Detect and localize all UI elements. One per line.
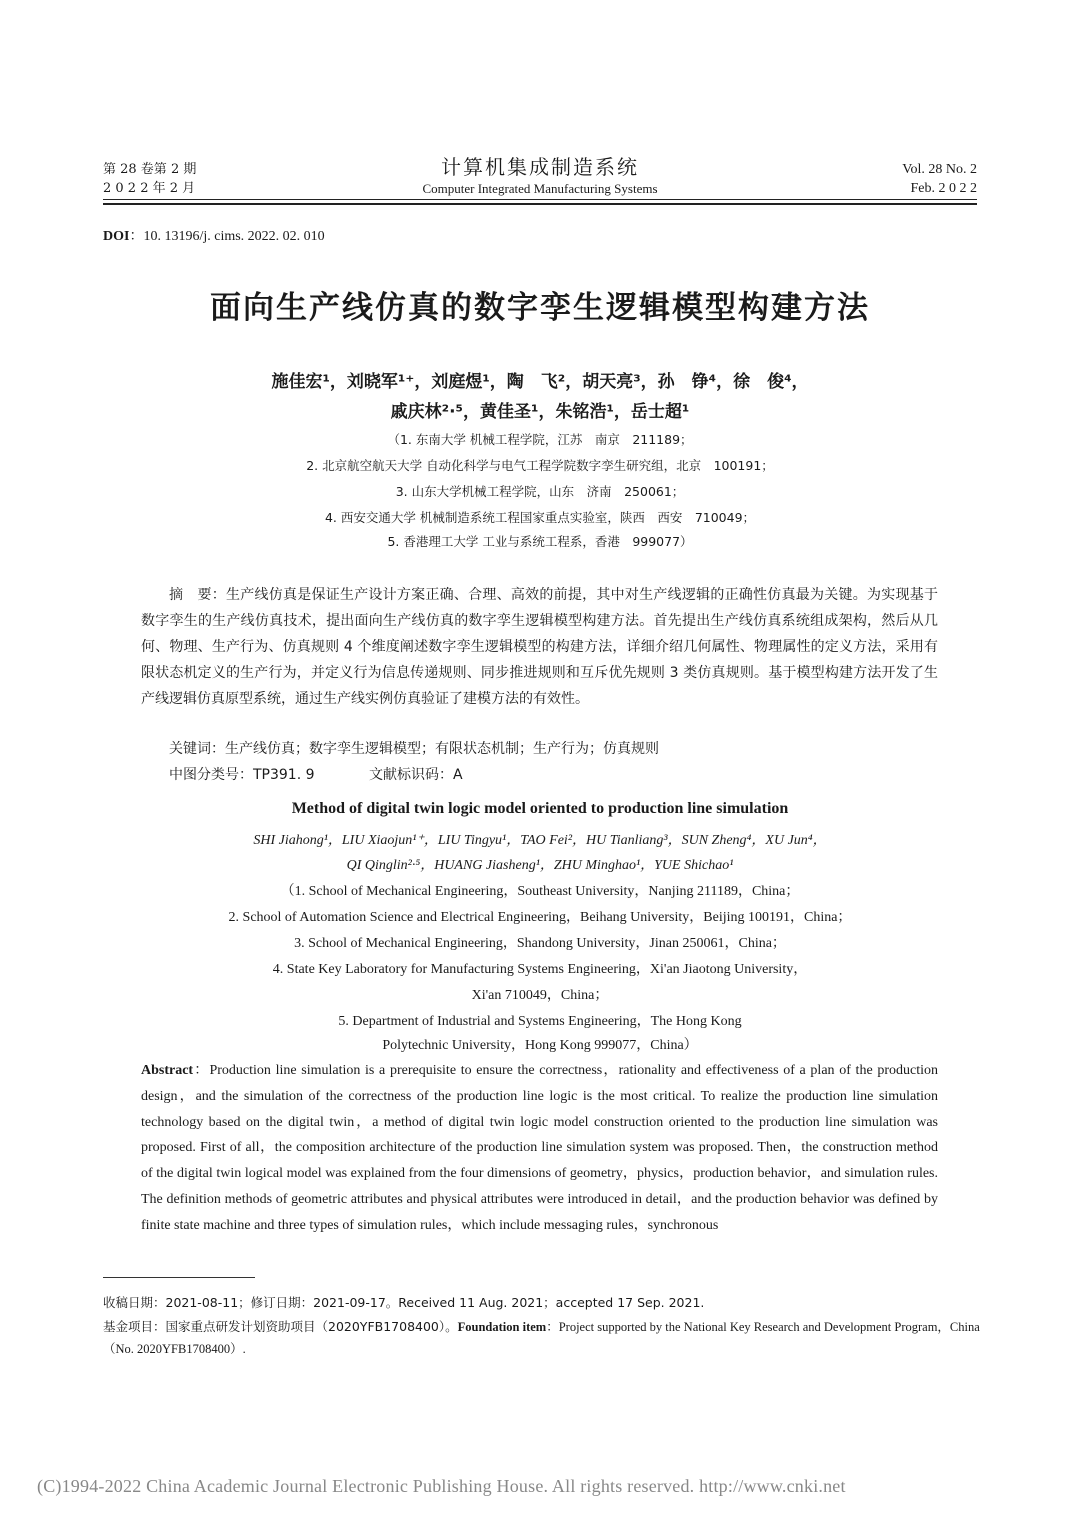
journal-title-en: Computer Integrated Manufacturing Systems: [422, 181, 658, 196]
funding-en-label: Foundation item: [457, 1320, 547, 1334]
funding-en-text: ：Project supported by the National Key Research and Development Program，China（No. 2020YFB1708400）.: [103, 1320, 980, 1356]
abstract-en: [141, 1058, 938, 1239]
affiliation-en-3: 3. School of Mechanical Engineering，Shandong University，Jinan 250061，China；: [294, 936, 786, 951]
clc-number: 中图分类号：TP391. 9: [169, 767, 315, 783]
abstract-en-label: Abstract: [141, 1063, 194, 1078]
affiliation-en-4a: 4. State Key Laboratory for Manufacturing Systems Engineering，Xi'an Jiaotong University，: [272, 962, 808, 977]
classification: [169, 764, 513, 784]
copyright-notice: (C)1994-2022 China Academic Journal Electronic Publishing House. All rights reserved. http://www.cnki.net: [37, 1476, 846, 1496]
volume: Vol. 28 No. 2: [902, 162, 977, 177]
authors-en-line1: SHI Jiahong¹，LIU Xiaojun¹⁺，LIU Tingyu¹，TAO Fei²，HU Tianliang³，SUN Zheng⁴，XU Jun⁴，: [253, 833, 827, 848]
doi: [103, 225, 325, 245]
affiliation-en-5a: 5. Department of Industrial and Systems Engineering，The Hong Kong: [338, 1014, 742, 1029]
authors-cn-line1: 施佳宏¹，刘晓军¹⁺，刘庭煜¹，陶 飞²，胡天亮³，孙 铮⁴，徐 俊⁴，: [271, 372, 809, 392]
affiliation-cn-1: （1. 东南大学 机械工程学院，江苏 南京 211189；: [387, 432, 693, 447]
header-rule-thick: [103, 203, 977, 205]
journal-title-cn: 计算机集成制造系统: [441, 155, 639, 179]
doi-label: DOI: [103, 229, 130, 244]
volume-info: [902, 160, 977, 198]
affiliation-en-1: （1. School of Mechanical Engineering，Southeast University，Nanjing 211189，China；: [280, 884, 800, 899]
authors-en-line2: QI Qinglin²·⁵，HUANG Jiasheng¹，ZHU Minghao¹，YUE Shichao¹: [346, 858, 734, 873]
footnote-received: 收稿日期：2021-08-11；修订日期：2021-09-17。Received 11 Aug. 2021；accepted 17 Sep. 2021.: [103, 1295, 705, 1310]
abstract-en-text: ：Production line simulation is a prerequisite to ensure the correctness，rationality and effectiveness of a plan of the production design，and the simulation of the correctness of the production line logic is the most critical. To realize the production line simulation technology based on the digital twin，a method of digital twin logic model construction oriented to the production line simulation was proposed. First of all，the composition architecture of the production line simulation system was proposed. Then，the construction method of the digital twin logical model was explained from the four dimensions of geometry，physics，production behavior，and simulation rules. The definition methods of geometric attributes and physical attributes were introduced in detail，and the production behavior was defined by finite state machine and three types of simulation rules，which include messaging rules，synchronous: [141, 1063, 938, 1233]
affiliation-cn-3: 3. 山东大学机械工程学院，山东 济南 250061；: [395, 484, 685, 499]
affiliation-cn-4: 4. 西安交通大学 机械制造系统工程国家重点实验室，陕西 西安 710049；: [324, 510, 756, 525]
header-rule-thin: [103, 199, 977, 200]
issue-info: [103, 160, 196, 198]
journal-title: [340, 154, 740, 198]
paper-title-cn: 面向生产线仿真的数字孪生逻辑模型构建方法: [210, 290, 870, 326]
date-en: Feb. 2 0 2 2: [910, 181, 977, 196]
affiliation-cn-2: 2. 北京航空航天大学 自动化科学与电气工程学院数字孪生研究组，北京 100191；: [306, 458, 774, 473]
affiliation-cn-5: 5. 香港理工大学 工业与系统工程系，香港 999077）: [387, 534, 693, 549]
affiliation-en-5b: Polytechnic University，Hong Kong 999077，China）: [382, 1038, 698, 1053]
affiliation-en-2: 2. School of Automation Science and Electrical Engineering，Beihang University，Beijing 100191，China；: [228, 910, 852, 925]
issue-cn: 第 28 卷第 2 期: [103, 162, 197, 177]
paper-title-en: Method of digital twin logic model oriented to production line simulation: [291, 800, 789, 817]
footnote-funding: [103, 1316, 980, 1360]
abstract-cn: 摘 要：生产线仿真是保证生产设计方案正确、合理、高效的前提，其中对生产线逻辑的正确性仿真最为关键。为实现基于数字孪生的生产线仿真技术，提出面向生产线仿真的数字孪生逻辑模型构建方法。首先提出生产线仿真系统组成架构，然后从几何、物理、生产行为、仿真规则 4 个维度阐述数字孪生逻辑模型的构建方法，详细介绍几何属性、物理属性的定义方法，采用有限状态机定义的生产行为，并定义行为信息传递规则、同步推进规则和互斥优先规则 3 类仿真规则。基于模型构建方法开发了生产线逻辑仿真原型系统，通过生产线实例仿真验证了建模方法的有效性。: [141, 587, 938, 707]
footnote-rule: [103, 1277, 255, 1278]
affiliation-en-4b: Xi'an 710049，China；: [471, 988, 609, 1003]
doc-code: 文献标识码：A: [368, 767, 463, 783]
date-cn: 2 0 2 2 年 2 月: [103, 181, 196, 196]
funding-cn: 基金项目：国家重点研发计划资助项目（2020YFB1708400）。: [103, 1319, 458, 1334]
doi-value: ：10. 13196/j. cims. 2022. 02. 010: [129, 229, 325, 244]
authors-cn-line2: 戚庆林²·⁵，黄佳圣¹，朱铭浩¹，岳士超¹: [390, 402, 690, 422]
keywords-cn: 关键词：生产线仿真；数字孪生逻辑模型；有限状态机制；生产行为；仿真规则: [169, 741, 659, 757]
